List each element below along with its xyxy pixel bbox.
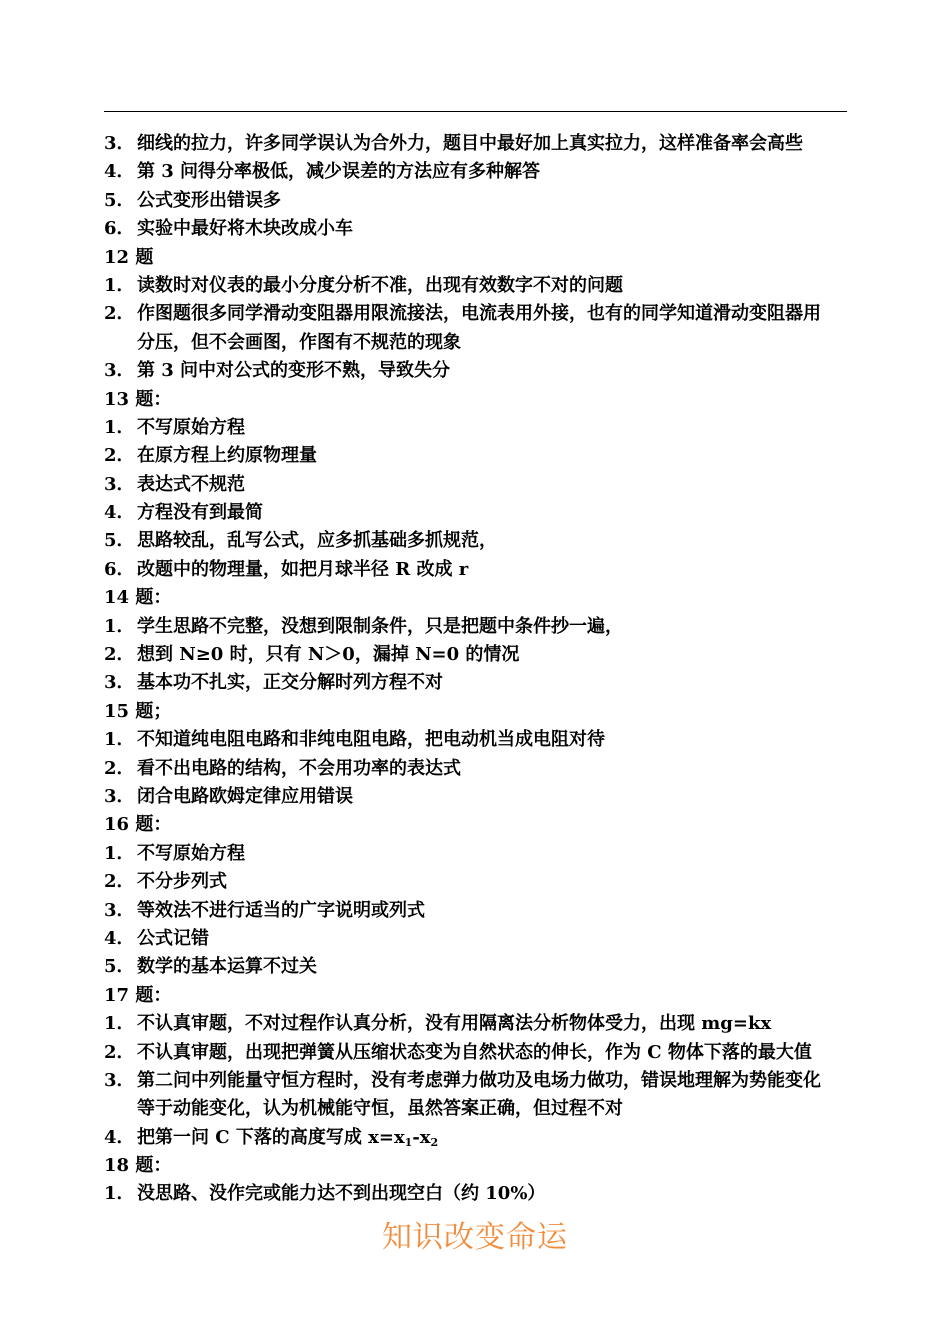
item-text: 读数时对仪表的最小分度分析不准，出现有效数字不对的问题: [137, 274, 623, 296]
item-text: 公式变形出错误多: [137, 189, 281, 211]
item-number: 1．: [104, 274, 135, 296]
item-number: 5．: [104, 956, 135, 978]
item-text: 细线的拉力，许多同学误认为合外力，题目中最好加上真实拉力，这样准备率会高些: [137, 133, 803, 154]
footer-slogan: 知识改变命运: [382, 1220, 568, 1255]
item-number: 2．: [104, 644, 135, 666]
item-number: 3．: [104, 133, 135, 154]
item-text: 15 题；: [104, 700, 172, 722]
item-text: 不认真审题，不对过程作认真分析，没有用隔离法分析物体受力，出现 mg=kx: [137, 1013, 772, 1035]
item-number: 3．: [104, 899, 135, 921]
list-item: [104, 471, 850, 499]
list-item: [104, 158, 850, 186]
item-number: 2．: [104, 757, 135, 779]
item-text: 想到 N≥0 时，只有 N＞0，漏掉 N=0 的情况: [137, 644, 520, 666]
item-text: 分压，但不会画图，作图有不规范的现象: [137, 331, 461, 353]
item-text: 方程没有到最简: [137, 502, 263, 524]
list-item: [104, 726, 850, 754]
item-number: 1．: [104, 416, 135, 438]
item-text: 不认真审题，出现把弹簧从压缩状态变为自然状态的伸长，作为 C 物体下落的最大值: [137, 1041, 812, 1063]
section-heading: [104, 698, 850, 726]
item-number: 2．: [104, 445, 135, 467]
list-item: [104, 641, 850, 669]
list-item: [104, 953, 850, 981]
list-item: [104, 1180, 850, 1208]
list-item: [104, 669, 850, 697]
item-number: 1．: [104, 842, 135, 864]
item-number: 3．: [104, 672, 135, 694]
tail-list: [104, 1152, 850, 1209]
list-item: [104, 130, 850, 158]
list-item: [104, 1039, 850, 1067]
item-text: 第 3 问中对公式的变形不熟，导致失分: [137, 360, 451, 382]
list-item: [104, 840, 850, 868]
item-text: 第 3 问得分率极低，减少误差的方法应有多种解答: [137, 161, 541, 183]
list-item: [104, 613, 850, 641]
item-text: 在原方程上约原物理量: [137, 445, 317, 467]
item-number: 1．: [104, 615, 135, 637]
subscript-1: 1: [404, 1135, 413, 1149]
item-number: 3．: [104, 785, 135, 807]
item-text: 表达式不规范: [137, 473, 245, 495]
list-item: [104, 755, 850, 783]
item-number: 4．: [104, 502, 135, 524]
item-number: 4．: [104, 927, 135, 949]
item-text: 不分步列式: [137, 871, 227, 893]
item-text: 公式记错: [137, 927, 209, 949]
item-number: 6．: [104, 558, 135, 580]
list-item: [104, 215, 850, 243]
item-number: 1．: [104, 1183, 135, 1205]
item-text: 不写原始方程: [137, 842, 245, 864]
list-item-continuation: [104, 329, 850, 357]
list-item: [104, 1124, 850, 1152]
item-number: 5．: [104, 189, 135, 211]
list-item: [104, 187, 850, 215]
list-item: [104, 527, 850, 555]
list-item: [104, 1010, 850, 1038]
list-item-continuation: [104, 1095, 850, 1123]
item-number: 3．: [104, 473, 135, 495]
item-text: 13 题：: [104, 388, 172, 410]
section-heading: [104, 244, 850, 272]
section-heading: [104, 1152, 850, 1180]
item-text: 16 题：: [104, 814, 172, 836]
item-number: 2．: [104, 871, 135, 893]
list-item: [104, 357, 850, 385]
item-text: 14 题：: [104, 587, 172, 609]
list-item: [104, 897, 850, 925]
item-text: 思路较乱，乱写公式，应多抓基础多抓规范，: [137, 530, 497, 552]
list-item: [104, 868, 850, 896]
item-text: 闭合电路欧姆定律应用错误: [137, 785, 353, 807]
item-number: 6．: [104, 218, 135, 240]
item-number: 4．: [104, 161, 135, 183]
item-text: 不写原始方程: [137, 416, 245, 438]
item-number: 4．: [104, 1126, 135, 1148]
list-item: [104, 442, 850, 470]
item-number: 5．: [104, 530, 135, 552]
section-heading: [104, 584, 850, 612]
item-number: 1．: [104, 1013, 135, 1035]
item-text: 作图题很多同学滑动变阻器用限流接法，电流表用外接，也有的同学知道滑动变阻器用: [137, 303, 821, 325]
item-text: 实验中最好将木块改成小车: [137, 218, 353, 240]
item-text: 12 题: [104, 246, 154, 268]
list-item: [104, 300, 850, 328]
list-item: [104, 556, 850, 584]
item-number: 3．: [104, 360, 135, 382]
subscript-2: 2: [430, 1135, 439, 1149]
item-text: 17 题：: [104, 984, 172, 1006]
header-rule: [104, 111, 847, 112]
section-heading: [104, 386, 850, 414]
item-text: 不知道纯电阻电路和非纯电阻电路，把电动机当成电阻对待: [137, 729, 605, 751]
item-text: 第二问中列能量守恒方程时，没有考虑弹力做功及电场力做功，错误地理解为势能变化: [137, 1069, 821, 1091]
item-text: 基本功不扎实，正交分解时列方程不对: [137, 672, 443, 694]
item-number: 2．: [104, 1041, 135, 1063]
item-text: 改题中的物理量，如把月球半径 R 改成 r: [137, 558, 469, 580]
item-text: 数学的基本运算不过关: [137, 956, 317, 978]
list-item: [104, 783, 850, 811]
item-text-mid: -x: [412, 1126, 431, 1148]
item-text: 18 题：: [104, 1155, 172, 1177]
item-text: 等于动能变化，认为机械能守恒，虽然答案正确，但过程不对: [137, 1098, 623, 1120]
item-text: 看不出电路的结构，不会用功率的表达式: [137, 757, 461, 779]
list-item: [104, 414, 850, 442]
list-item: [104, 499, 850, 527]
item-text: 等效法不进行适当的广字说明或列式: [137, 899, 425, 921]
item-text: 学生思路不完整，没想到限制条件，只是把题中条件抄一遍，: [137, 615, 623, 637]
list-item: [104, 1067, 850, 1095]
document-body: [104, 130, 850, 1209]
item-number: 3．: [104, 1069, 135, 1091]
list-item: [104, 272, 850, 300]
item-text: 把第一问 C 下落的高度写成 x=x: [137, 1126, 405, 1148]
section-heading: [104, 811, 850, 839]
item-number: 2．: [104, 303, 135, 325]
item-text: 没思路、没作完或能力达不到出现空白（约 10%）: [137, 1183, 546, 1205]
list-item: [104, 925, 850, 953]
line-list: [104, 130, 850, 1124]
item-number: 1．: [104, 729, 135, 751]
section-heading: [104, 982, 850, 1010]
